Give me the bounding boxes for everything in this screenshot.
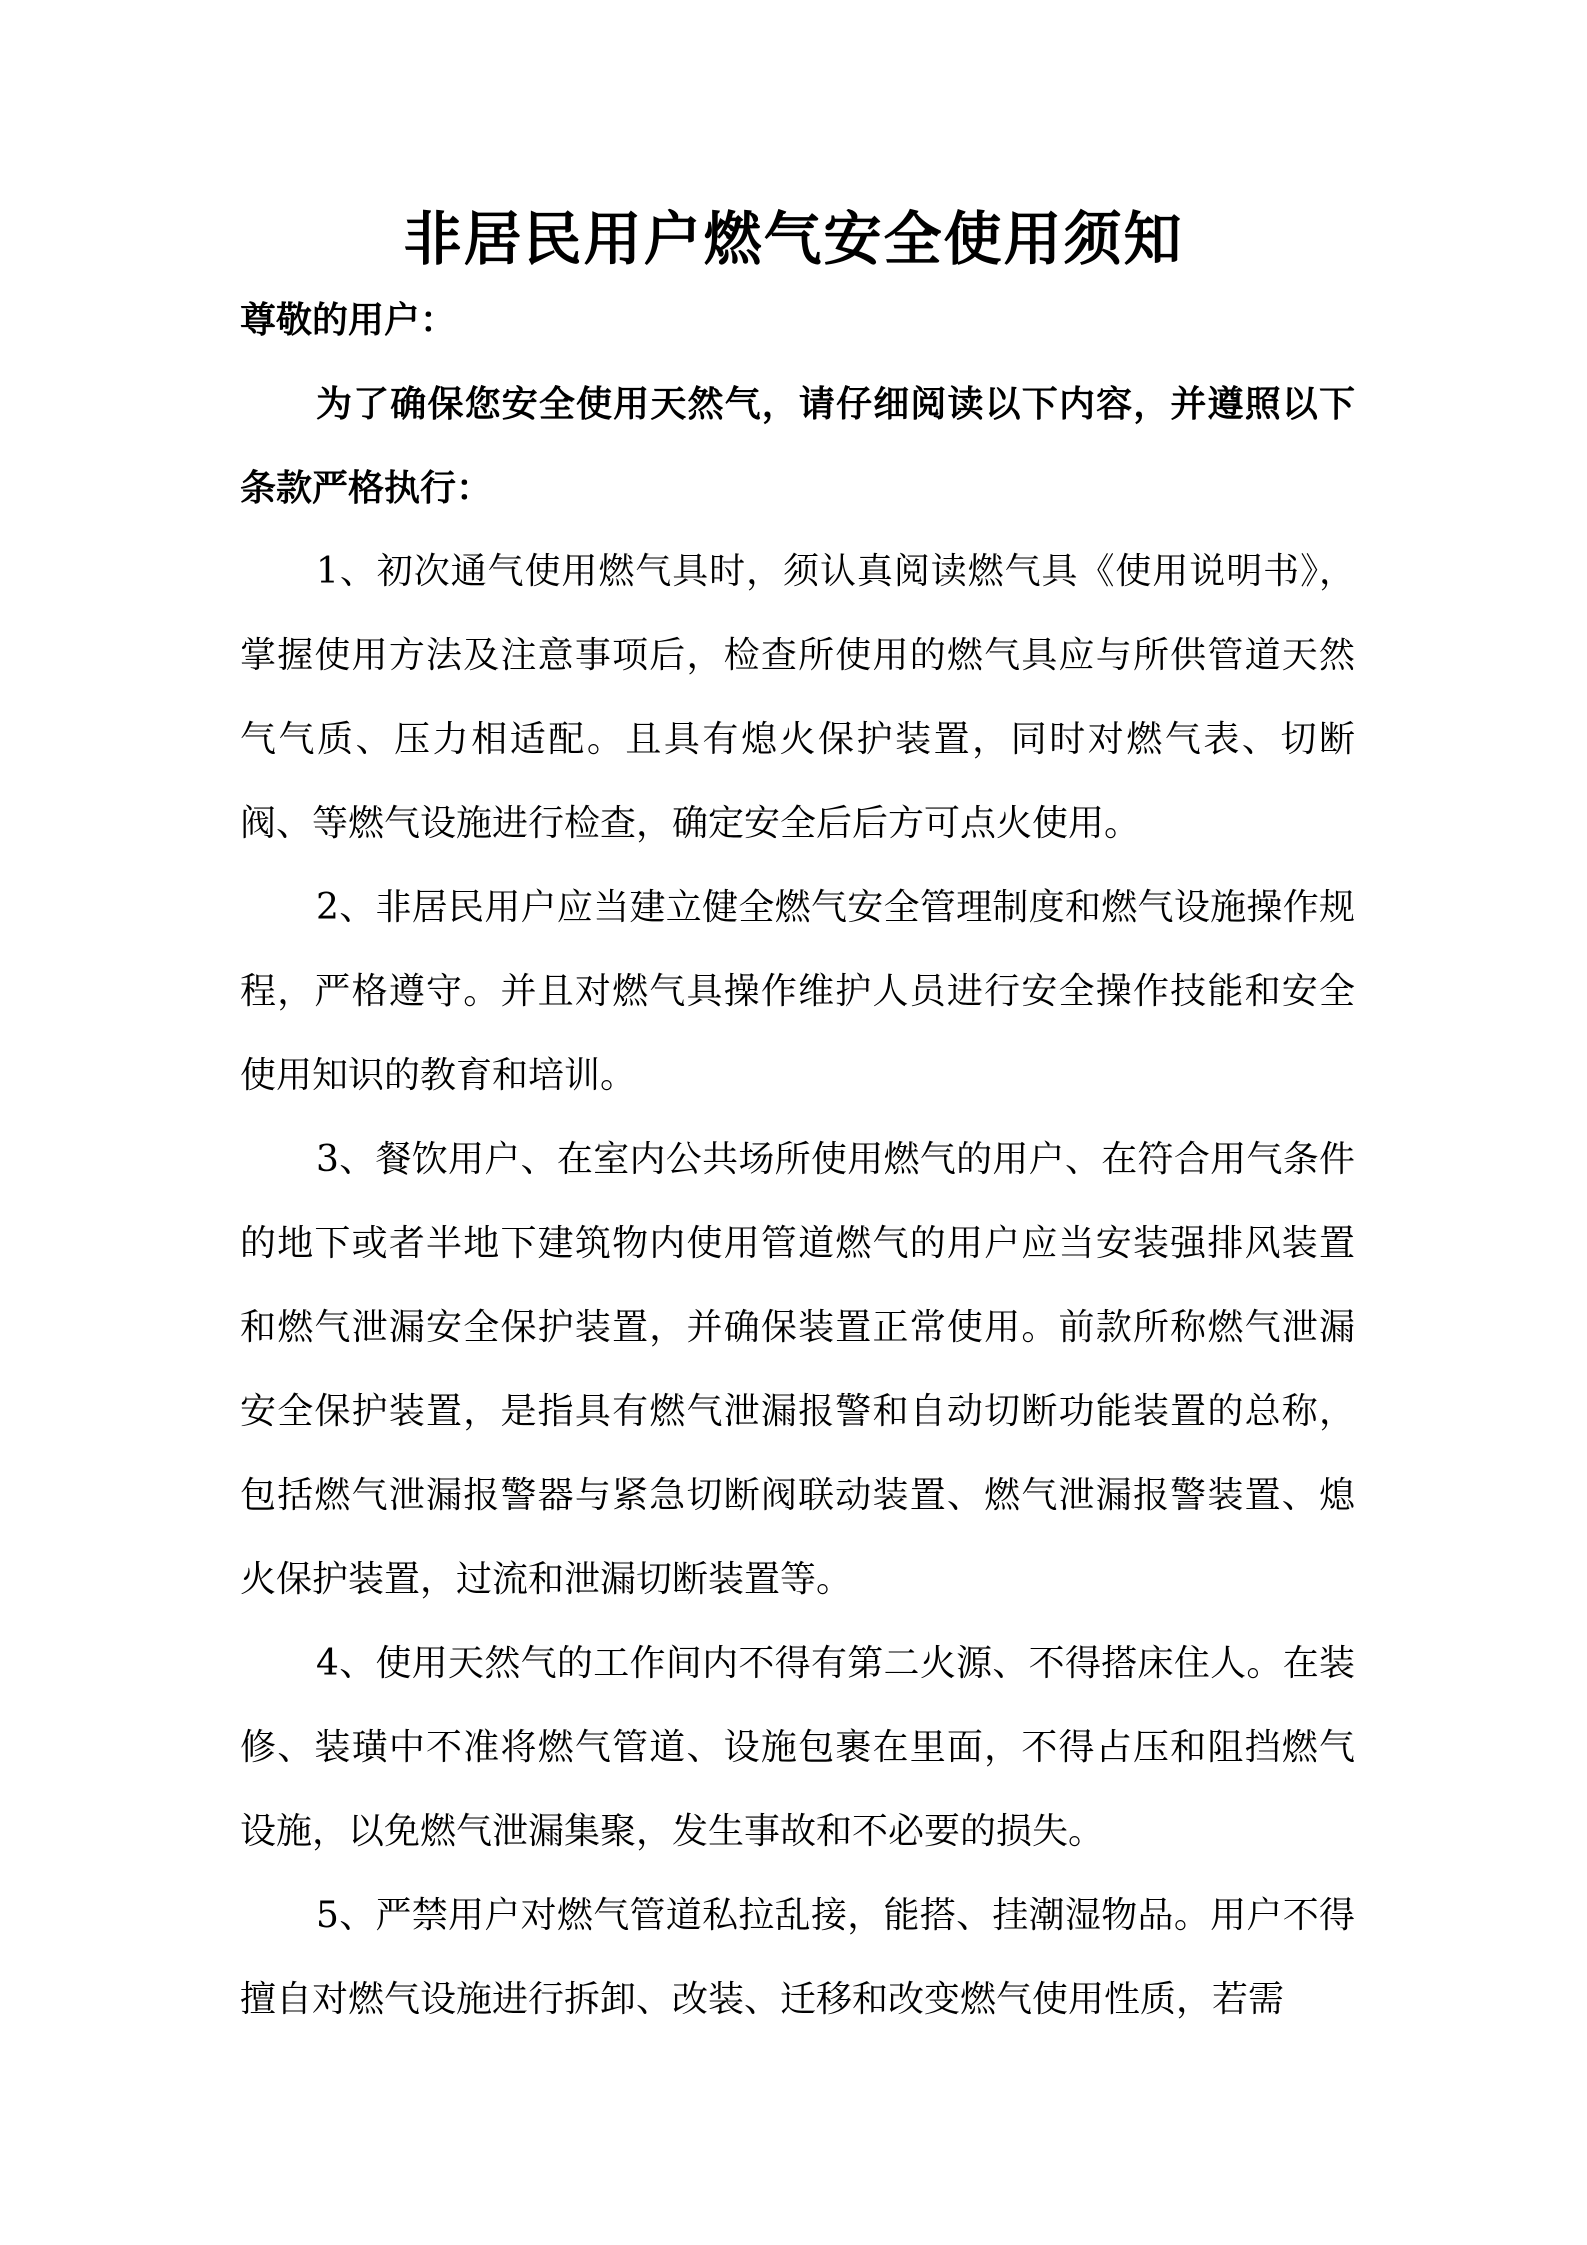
intro-paragraph: 为了确保您安全使用天然气，请仔细阅读以下内容，并遵照以下条款严格执行： <box>240 383 1355 509</box>
notice-item-2: 2、非居民用户应当建立健全燃气安全管理制度和燃气设施操作规程，严格遵守。并且对燃气具操作维护人员进行安全操作技能和安全使用知识的教育和培训。 <box>240 887 1355 1096</box>
notice-item-1: 1、初次通气使用燃气具时，须认真阅读燃气具《使用说明书》，掌握使用方法及注意事项后，检查所使用的燃气具应与所供管道天然气气质、压力相适配。且具有熄火保护装置，同时对燃气表、切断阀、等燃气设施进行检查，确定安全后后方可点火使用。 <box>240 551 1355 844</box>
document-body <box>240 278 1355 2042</box>
salutation: 尊敬的用户： <box>240 299 457 341</box>
notice-item-4: 4、使用天然气的工作间内不得有第二火源、不得搭床住人。在装修、装璜中不准将燃气管道、设施包裹在里面，不得占压和阻挡燃气设施，以免燃气泄漏集聚，发生事故和不必要的损失。 <box>240 1643 1355 1852</box>
notice-item-5: 5、严禁用户对燃气管道私拉乱接，能搭、挂潮湿物品。用户不得擅自对燃气设施进行拆卸、改装、迁移和改变燃气使用性质，若需 <box>240 1895 1355 2020</box>
notice-item-3: 3、餐饮用户、在室内公共场所使用燃气的用户、在符合用气条件的地下或者半地下建筑物内使用管道燃气的用户应当安装强排风装置和燃气泄漏安全保护装置，并确保装置正常使用。前款所称燃气泄漏安全保护装置，是指具有燃气泄漏报警和自动切断功能装置的总称，包括燃气泄漏报警器与紧急切断阀联动装置、燃气泄漏报警装置、熄火保护装置，过流和泄漏切断装置等。 <box>240 1139 1355 1600</box>
document-title: 非居民用户燃气安全使用须知 <box>403 205 1184 273</box>
